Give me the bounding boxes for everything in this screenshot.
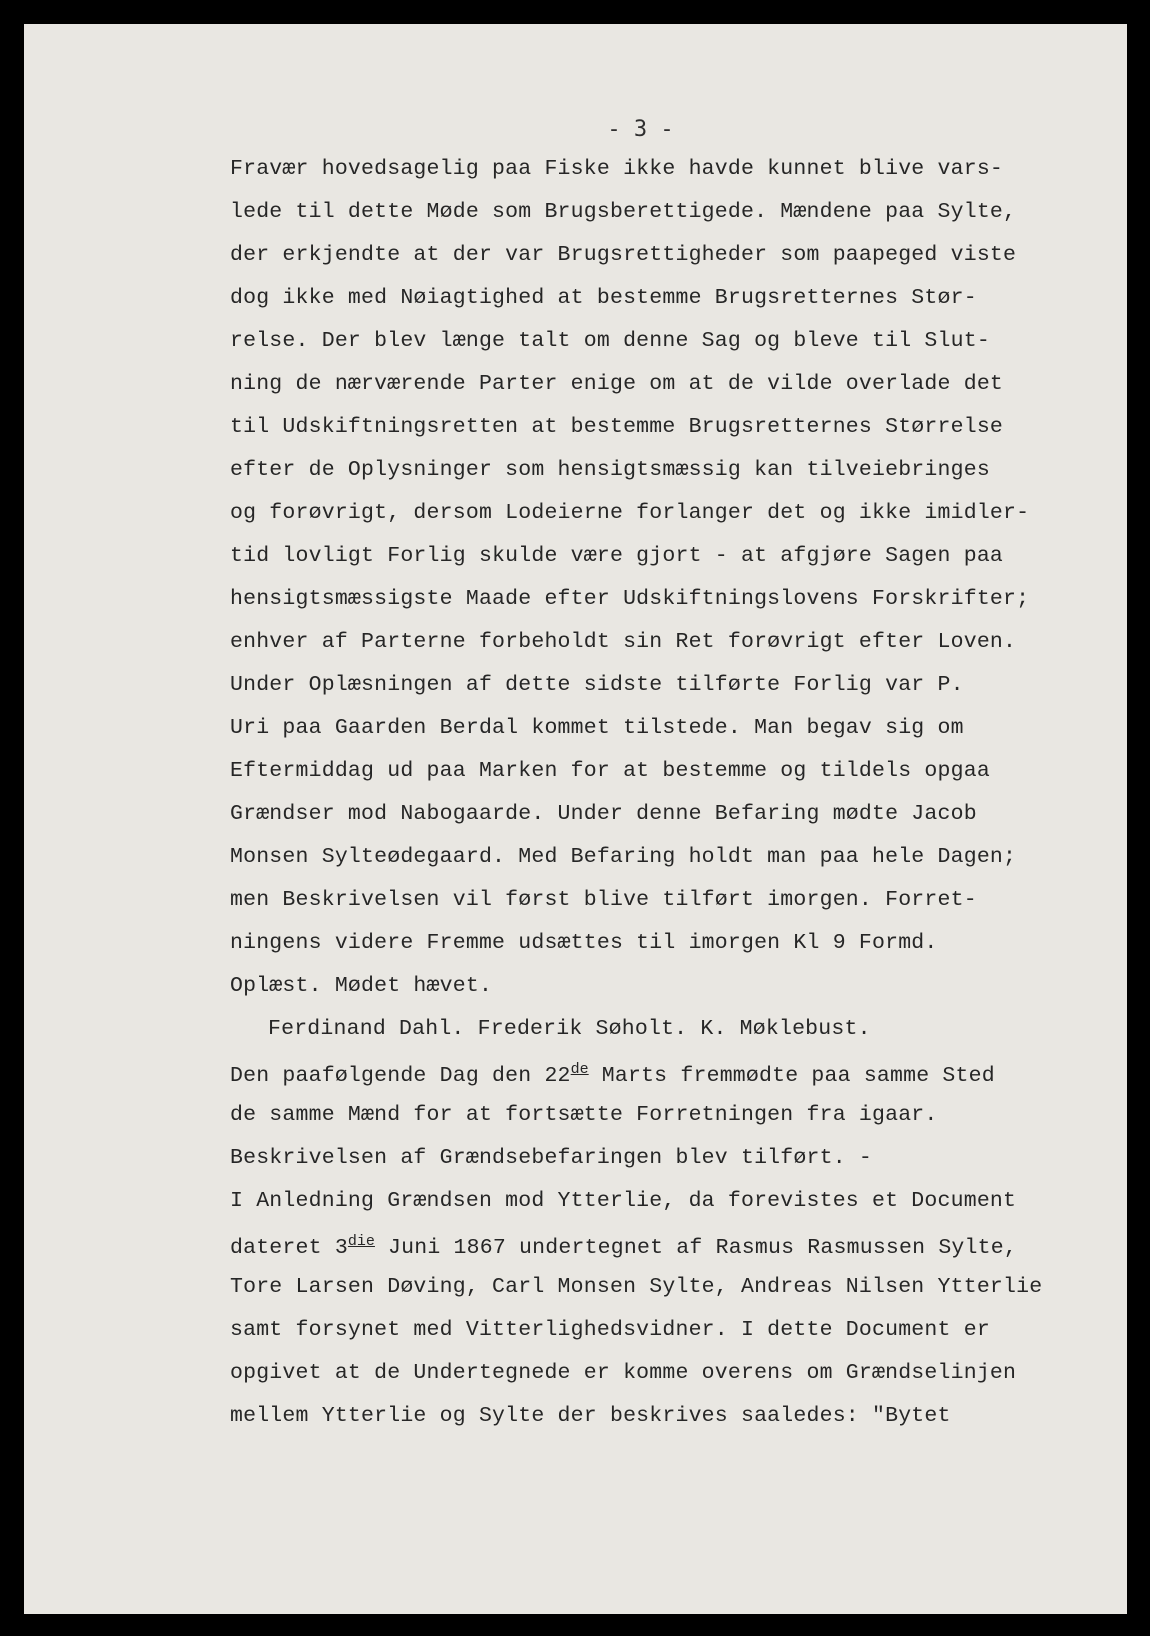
text-line: Fravær hovedsagelig paa Fiske ikke havde kunnet blive vars-: [230, 157, 1004, 181]
document-page: [24, 24, 1127, 1614]
text-line: Tore Larsen Døving, Carl Monsen Sylte, Andreas Nilsen Ytterlie: [230, 1275, 1043, 1299]
text-line: Under Oplæsningen af dette sidste tilførte Forlig var P.: [230, 673, 964, 697]
text-line: dog ikke med Nøiagtighed at bestemme Brugsretternes Stør-: [230, 286, 977, 310]
text-line: men Beskrivelsen vil først blive tilført imorgen. Forret-: [230, 888, 977, 912]
text-line: Monsen Sylteødegaard. Med Befaring holdt man paa hele Dagen;: [230, 845, 1017, 869]
text-segment: Marts fremmødte paa samme Sted: [588, 1064, 995, 1088]
text-line: tid lovligt Forlig skulde være gjort - at afgjøre Sagen paa: [230, 544, 1004, 568]
text-line: hensigtsmæssigste Maade efter Udskiftningslovens Forskrifter;: [230, 587, 1030, 611]
text-line: mellem Ytterlie og Sylte der beskrives saaledes: "Bytet: [230, 1404, 951, 1428]
text-line: enhver af Parterne forbeholdt sin Ret forøvrigt efter Loven.: [230, 630, 1017, 654]
text-segment: Juni 1867 undertegnet af Rasmus Rasmussen Sylte,: [374, 1236, 1017, 1260]
text-line: [230, 1234, 1017, 1260]
text-line: opgivet at de Undertegnede er komme overens om Grændselinjen: [230, 1361, 1017, 1385]
text-segment: dateret 3: [230, 1236, 348, 1260]
text-line: lede til dette Møde som Brugsberettigede. Mændene paa Sylte,: [230, 200, 1017, 224]
text-line: samt forsynet med Vitterlighedsvidner. I dette Document er: [230, 1318, 990, 1342]
page-number: - 3 -: [607, 117, 674, 142]
text-line: Grændser mod Nabogaarde. Under denne Befaring mødte Jacob: [230, 802, 977, 826]
text-line: efter de Oplysninger som hensigtsmæssig kan tilveiebringes: [230, 458, 990, 482]
text-line: ningens videre Fremme udsættes til imorgen Kl 9 Formd.: [230, 931, 938, 955]
text-line: og forøvrigt, dersom Lodeierne forlanger det og ikke imidler-: [230, 501, 1030, 525]
text-line: Oplæst. Mødet hævet.: [230, 974, 493, 998]
ordinal-superscript: de: [570, 1061, 589, 1078]
text-line: ning de nærværende Parter enige om at de vilde overlade det: [230, 372, 1004, 396]
text-segment: Den paafølgende Dag den 22: [230, 1064, 571, 1088]
text-line: der erkjendte at der var Brugsrettigheder som paapeged viste: [230, 243, 1017, 267]
text-line: til Udskiftningsretten at bestemme Brugsretternes Størrelse: [230, 415, 1004, 439]
text-line: Uri paa Gaarden Berdal kommet tilstede. Man begav sig om: [230, 716, 964, 740]
ordinal-superscript: die: [347, 1233, 375, 1250]
text-line: Eftermiddag ud paa Marken for at bestemme og tildels opgaa: [230, 759, 990, 783]
text-line: relse. Der blev længe talt om denne Sag og bleve til Slut-: [230, 329, 990, 353]
text-line: [230, 1062, 995, 1088]
signatures-line: Ferdinand Dahl. Frederik Søholt. K. Møklebust.: [268, 1017, 871, 1041]
text-line: I Anledning Grændsen mod Ytterlie, da forevistes et Document: [230, 1189, 1017, 1213]
text-line: Beskrivelsen af Grændsebefaringen blev tilført. -: [230, 1146, 873, 1170]
text-line: de samme Mænd for at fortsætte Forretningen fra igaar.: [230, 1103, 938, 1127]
